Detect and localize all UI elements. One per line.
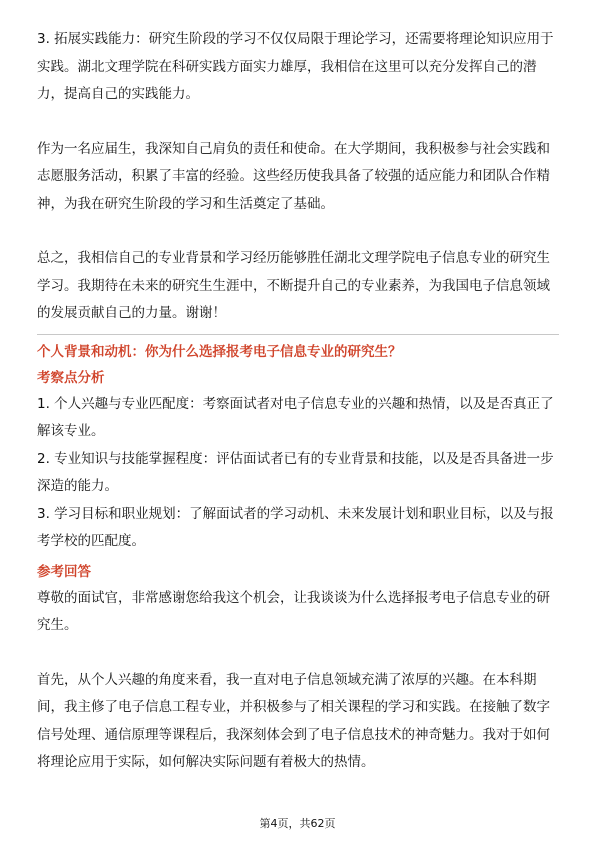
answer-paragraph-1: 尊敬的面试官，非常感谢您给我这个机会，让我谈谈为什么选择报考电子信息专业的研究生。 (37, 589, 550, 633)
conclusion-paragraph: 总之，我相信自己的专业背景和学习经历能够胜任湖北文理学院电子信息专业的研究生学习。我期待在未来的研究生生涯中，不断提升自己的专业素养，为我国电子信息领域的发展贡献自己的力量。谢谢！ (37, 250, 550, 321)
section-divider (37, 334, 559, 335)
question-title: 个人背景和动机：你为什么选择报考电子信息专业的研究生？ (37, 343, 402, 360)
analysis-item-2: 2. 专业知识与技能掌握程度：评估面试者已有的专业背景和技能，以及是否具备进一步深造的能力。 (37, 450, 554, 494)
page-number-footer: 第4页，共62页 (259, 817, 336, 830)
analysis-item-3: 3. 学习目标和职业规划：了解面试者的学习动机、未来发展计划和职业目标，以及与报考学校的匹配度。 (37, 505, 554, 549)
document-page (37, 26, 559, 777)
intro-point-3: 3. 拓展实践能力：研究生阶段的学习不仅仅局限于理论学习，还需要将理论知识应用于实践。湖北文理学院在科研实践方面实力雄厚，我相信在这里可以充分发挥自己的潜力，提高自己的实践能力。 (37, 31, 554, 102)
answer-paragraph-2: 首先，从个人兴趣的角度来看，我一直对电子信息领域充满了浓厚的兴趣。在本科期间，我主修了电子信息工程专业，并积极参与了相关课程的学习和实践。在接触了数字信号处理、通信原理等课程后，我深刻体会到了电子信息技术的神奇魅力。我对于如何将理论应用于实际，如何解决实际问题有着极大的热情。 (37, 671, 550, 770)
analysis-label: 考察点分析 (37, 369, 105, 386)
answer-label: 参考回答 (37, 563, 91, 580)
responsibility-paragraph: 作为一名应届生，我深知自己肩负的责任和使命。在大学期间，我积极参与社会实践和志愿服务活动，积累了丰富的经验。这些经历使我具备了较强的适应能力和团队合作精神，为我在研究生阶段的学习和生活奠定了基础。 (37, 140, 550, 212)
analysis-item-1: 1. 个人兴趣与专业匹配度：考察面试者对电子信息专业的兴趣和热情，以及是否真正了解该专业。 (37, 395, 554, 439)
